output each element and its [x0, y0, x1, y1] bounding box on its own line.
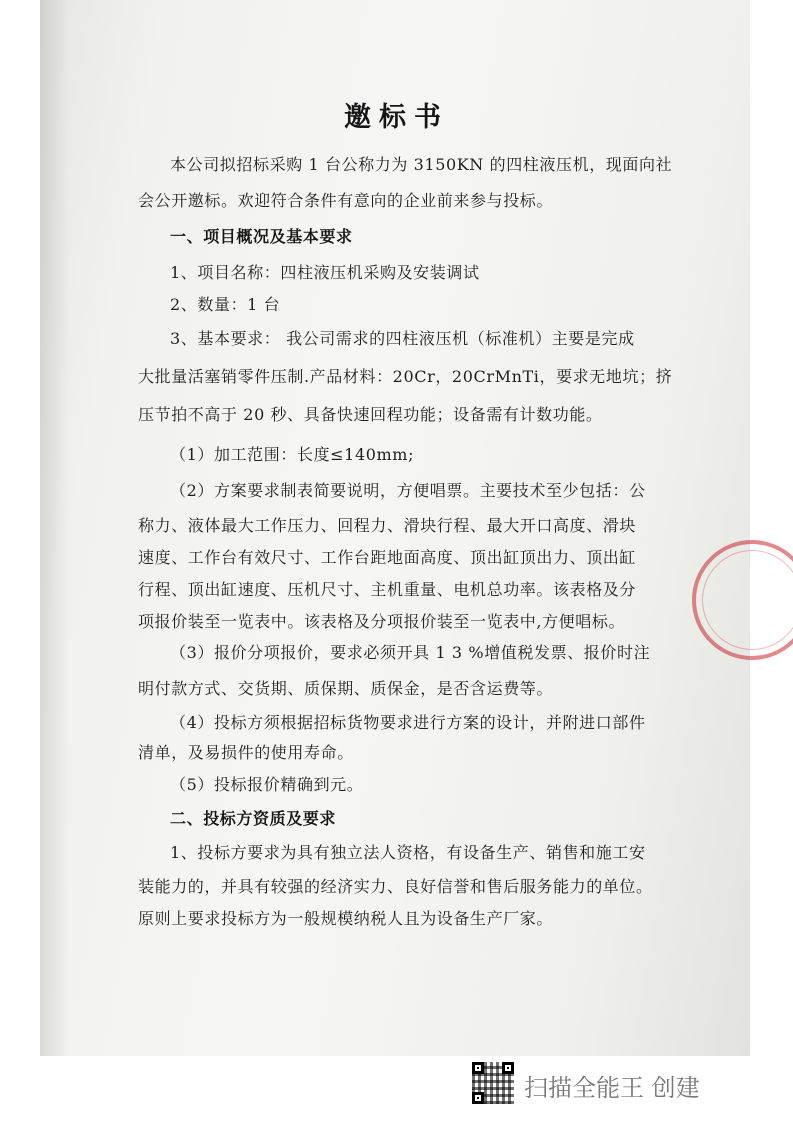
- scheme-requirements-line-4: 行程、顶出缸速度、压机尺寸、主机重量、电机总功率。该表格及分: [138, 580, 637, 599]
- basic-requirements-line-3: 压节拍不高于 20 秒、具备快速回程功能；设备需有计数功能。: [138, 405, 603, 424]
- scheme-requirements-line-2: 称力、液体最大工作压力、回程力、滑块行程、最大开口高度、滑块: [138, 516, 637, 535]
- qualification-line-3: 原则上要求投标方为一般规模纳税人且为设备生产厂家。: [138, 909, 554, 928]
- basic-requirements-line-2: 大批量活塞销零件压制.产品材料：20Cr，20CrMnTi，要求无地坑；挤: [138, 367, 673, 386]
- design-requirement-line-1: （4）投标方须根据招标货物要求进行方案的设计，并附进口部件: [170, 713, 646, 732]
- section-1-heading: 一、项目概况及基本要求: [170, 227, 353, 246]
- basic-requirements-line-1: 3、基本要求： 我公司需求的四柱液压机（标准机）主要是完成: [170, 329, 635, 348]
- scanner-watermark: [472, 1062, 762, 1104]
- qualification-line-2: 装能力的，并具有较强的经济实力、良好信誉和售后服务能力的单位。: [138, 877, 653, 896]
- quotation-line-2: 明付款方式、交货期、质保期、质保金，是否含运费等。: [138, 679, 554, 698]
- price-precision-item: （5）投标报价精确到元。: [170, 775, 364, 794]
- intro-line-1: 本公司拟招标采购 1 台公称力为 3150KN 的四柱液压机，现面向社: [170, 155, 673, 174]
- qualification-line-1: 1、投标方要求为具有独立法人资格，有设备生产、销售和施工安: [170, 843, 646, 862]
- qr-finder-bottom-left: [472, 1092, 484, 1104]
- design-requirement-line-2: 清单，及易损件的使用寿命。: [138, 743, 354, 762]
- document-title: 邀标书: [344, 102, 449, 133]
- red-seal-inner-ring: [702, 550, 793, 650]
- section-2-heading: 二、投标方资质及要求: [170, 809, 337, 828]
- scheme-requirements-line-1: （2）方案要求制表简要说明，方便唱票。主要技术至少包括：公: [170, 481, 646, 500]
- qr-finder-top-right: [502, 1062, 514, 1074]
- project-name-item: 1、项目名称：四柱液压机采购及安装调试: [170, 263, 480, 282]
- scanner-label: 扫描全能王 创建: [524, 1074, 700, 1102]
- qr-finder-top-left: [472, 1062, 484, 1074]
- quantity-item: 2、数量：1 台: [170, 295, 281, 314]
- scheme-requirements-line-5: 项报价装至一览表中。该表格及分项报价装至一览表中,方便唱标。: [138, 612, 626, 631]
- qr-code-icon: [472, 1062, 514, 1104]
- scheme-requirements-line-3: 速度、工作台有效尺寸、工作台距地面高度、顶出缸顶出力、顶出缸: [138, 548, 637, 567]
- page-edge-shadow: [40, 0, 70, 1056]
- quotation-line-1: （3）报价分项报价，要求必须开具 1 3 %增值税发票、报价时注: [170, 643, 651, 662]
- processing-range-item: （1）加工范围：长度≤140mm;: [170, 445, 415, 464]
- intro-line-2: 会公开邀标。欢迎符合条件有意向的企业前来参与投标。: [138, 191, 554, 210]
